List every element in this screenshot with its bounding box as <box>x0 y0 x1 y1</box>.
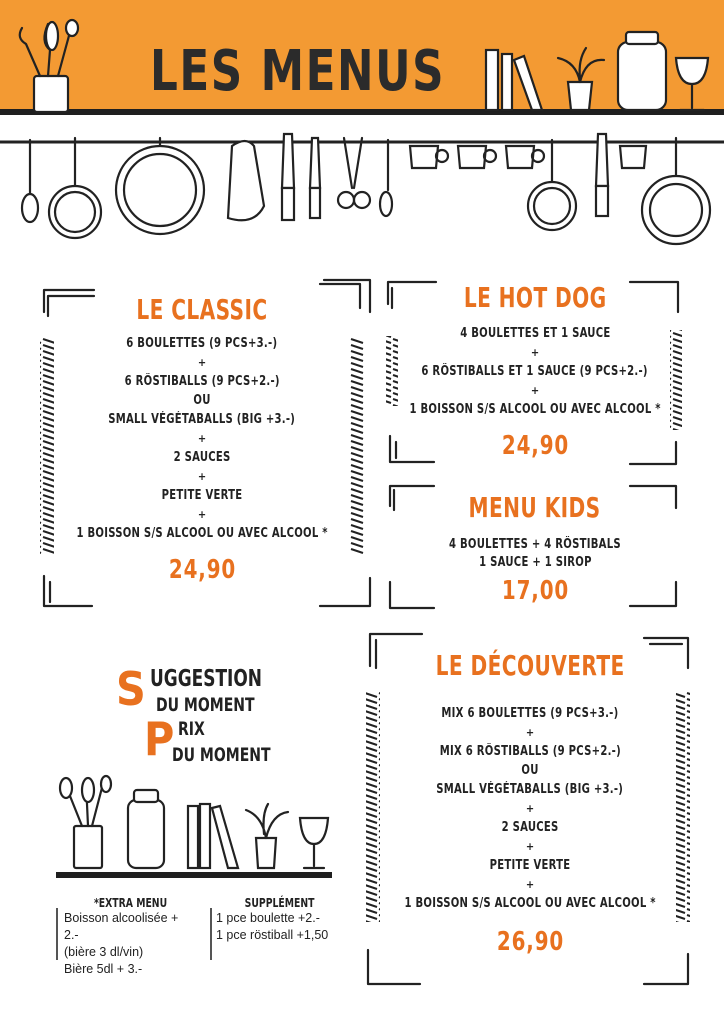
extra-menu <box>56 892 206 978</box>
utensils-jar-icon <box>8 18 88 114</box>
extra-line-3: (bière 3 dl/vin) <box>64 945 144 959</box>
decouverte-menu <box>372 649 688 957</box>
classic-line-1: 6 BOULETTES (9 PCS+3.-) <box>126 336 278 351</box>
supplement-line-2: 1 pce röstiball +1,50 <box>216 928 329 942</box>
prix-du-moment: DU MOMENT <box>172 744 271 766</box>
hotdog-title: LE HOT DOG <box>463 281 607 314</box>
classic-price: 24,90 <box>168 555 236 585</box>
classic-line-8: + <box>197 470 207 483</box>
suggestion-letter-s: S <box>116 662 146 716</box>
extra-line-4: Bière 5dl + 3.- <box>64 962 143 976</box>
decouverte-line-11: 1 BOISSON S/S ALCOOL OU AVEC ALCOOL * <box>404 896 656 911</box>
decouverte-line-7: 2 SAUCES <box>501 820 559 835</box>
decouverte-price: 26,90 <box>496 927 564 957</box>
kids-title: MENU KIDS <box>468 491 602 524</box>
bottom-shelf-illustration <box>52 774 344 884</box>
hotdog-line-4: + <box>530 384 540 397</box>
kids-line-1: 4 BOULETTES + 4 RÖSTIBALS <box>449 537 621 552</box>
kids-price: 17,00 <box>501 576 569 606</box>
supplement-bracket <box>210 908 212 960</box>
decouverte-line-2: + <box>525 726 535 739</box>
suggestion-du-moment: DU MOMENT <box>156 694 255 716</box>
page-title: LES MENUS <box>150 39 446 104</box>
classic-line-4: OU <box>193 393 211 408</box>
extra-title: *EXTRA MENU <box>94 896 168 910</box>
kids-line-2: 1 SAUCE + 1 SIROP <box>478 555 592 570</box>
decouverte-title: LE DÉCOUVERTE <box>435 649 625 682</box>
extra-line-1: Boisson alcoolisée + <box>64 911 179 925</box>
prix-letter-p: P <box>144 712 175 766</box>
classic-line-10: + <box>197 508 207 521</box>
classic-line-11: 1 BOISSON S/S ALCOOL OU AVEC ALCOOL * <box>76 526 328 541</box>
hotdog-menu <box>382 281 688 461</box>
classic-line-9: PETITE VERTE <box>161 488 243 503</box>
hotdog-price: 24,90 <box>501 431 569 461</box>
decouverte-line-10: + <box>525 878 535 891</box>
shelf-items-icon <box>480 28 720 114</box>
decouverte-line-4: OU <box>521 763 539 778</box>
hotdog-line-2: + <box>530 346 540 359</box>
extra-line-2: 2.- <box>64 928 79 942</box>
decouverte-line-1: MIX 6 BOULETTES (9 PCS+3.-) <box>441 706 619 721</box>
classic-menu <box>40 293 364 585</box>
suggestion-word: UGGESTION <box>150 666 262 692</box>
classic-line-6: + <box>197 432 207 445</box>
hotdog-line-1: 4 BOULETTES ET 1 SAUCE <box>459 326 611 341</box>
classic-line-7: 2 SAUCES <box>173 450 231 465</box>
classic-title: LE CLASSIC <box>136 293 268 326</box>
decouverte-line-3: MIX 6 RÖSTIBALLS (9 PCS+2.-) <box>439 744 621 759</box>
decouverte-line-5: SMALL VÉGÉTABALLS (BIG +3.-) <box>436 782 624 797</box>
classic-line-2: + <box>197 356 207 369</box>
classic-line-5: SMALL VÉGÉTABALLS (BIG +3.-) <box>108 412 296 427</box>
supplement-title: SUPPLÉMENT <box>245 896 315 910</box>
decouverte-line-9: PETITE VERTE <box>489 858 571 873</box>
bottom-shelf <box>56 872 332 878</box>
decouverte-line-6: + <box>525 802 535 815</box>
hotdog-line-5: 1 BOISSON S/S ALCOOL OU AVEC ALCOOL * <box>409 402 661 417</box>
classic-line-3: 6 RÖSTIBALLS (9 PCS+2.-) <box>124 374 280 389</box>
hotdog-line-3: 6 RÖSTIBALLS ET 1 SAUCE (9 PCS+2.-) <box>421 364 649 379</box>
prix-word: RIX <box>178 718 205 740</box>
extra-bracket <box>56 908 58 960</box>
supplement-line-1: 1 pce boulette +2.- <box>216 911 320 925</box>
supplement-menu <box>210 892 350 944</box>
kids-menu <box>382 491 688 606</box>
hanging-utensils-rail <box>0 120 724 250</box>
decouverte-line-8: + <box>525 840 535 853</box>
